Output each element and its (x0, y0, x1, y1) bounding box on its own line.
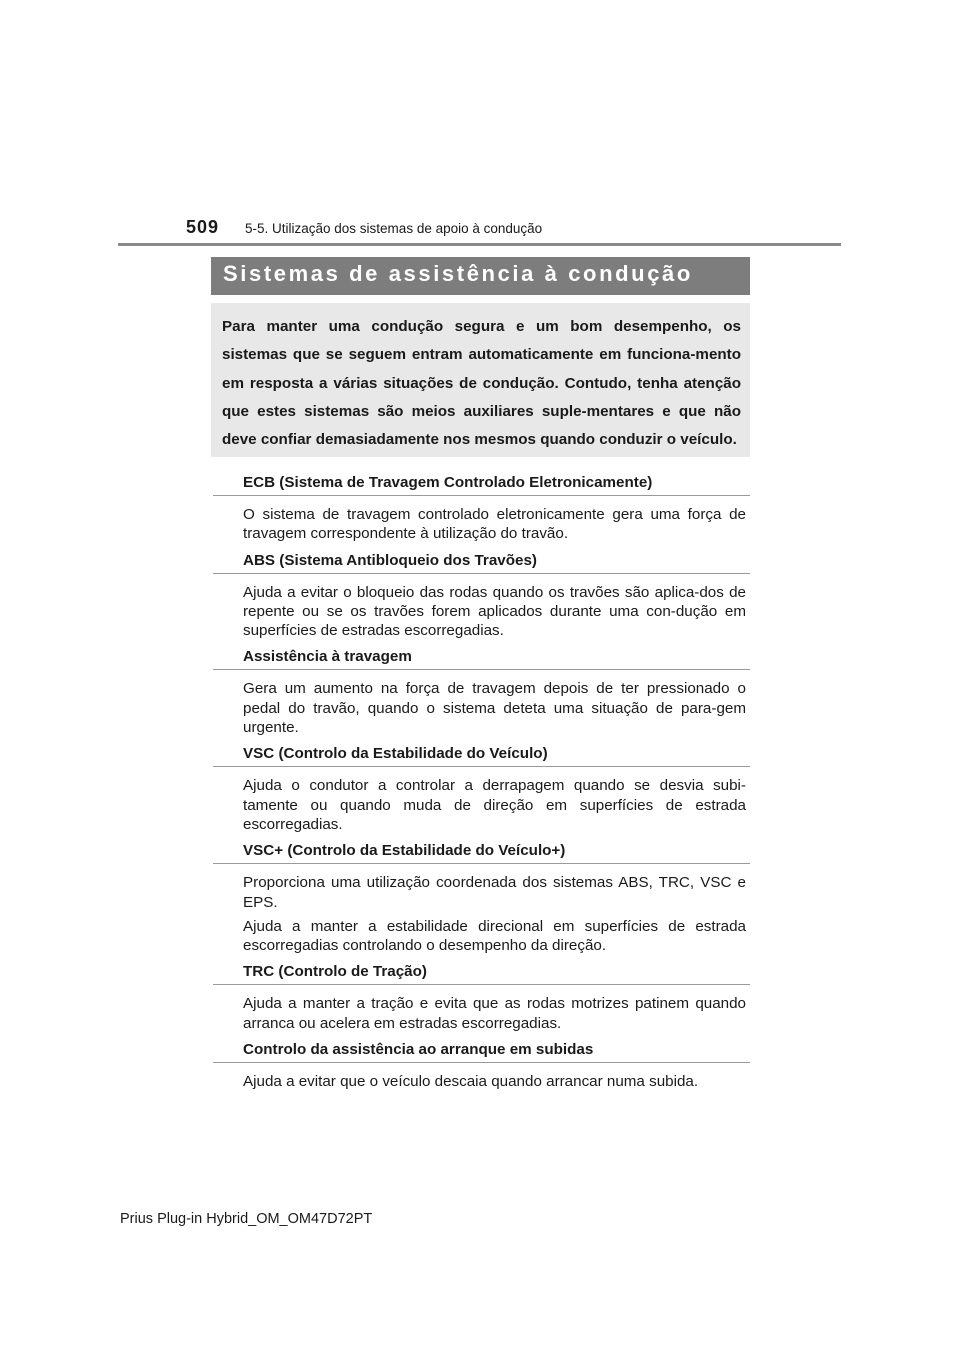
item-desc-hill-start: Ajuda a evitar que o veículo descaia quando arrancar numa subida. (243, 1073, 699, 1091)
item-heading-abs: ABS (Sistema Antibloqueio dos Travões) (243, 551, 746, 574)
item-heading-vsc: VSC (Controlo da Estabilidade do Veículo) (243, 744, 746, 767)
item-desc-vsc: Ajuda o condutor a controlar a derrapagem quando se desvia subi-tamente ou quando muda de direção em superfícies de estrada escorregadias. (243, 777, 746, 833)
page-number: 509 (186, 217, 220, 237)
item-heading-trc: TRC (Controlo de Tração) (243, 962, 746, 985)
item-desc-vsc-plus-2: Ajuda a manter a estabilidade direcional em superfícies de estrada escorregadias controlando o desempenho da direção. (243, 917, 746, 955)
item-desc-brake-assist: Gera um aumento na força de travagem depois de ter pressionado o pedal do travão, quando o sistema deteta uma situação de para-gem urgente. (243, 680, 746, 737)
item-heading-hill-start: Controlo da assistência ao arranque em subidas (243, 1040, 746, 1063)
item-desc-vsc-plus-1: Proporciona uma utilização coordenada dos sistemas ABS, TRC, VSC e EPS. (243, 874, 746, 911)
item-heading-ecb: ECB (Sistema de Travagem Controlado Eletronicamente) (243, 473, 746, 496)
section-label: 5-5. Utilização dos sistemas de apoio à condução (245, 221, 543, 236)
item-desc-abs: Ajuda a evitar o bloqueio das rodas quando os travões são aplica-dos de repente ou se os travões forem aplicados durante uma con-dução em superfícies de estradas escorregadias. (243, 583, 746, 640)
header-divider (118, 243, 841, 246)
title-bar (211, 257, 750, 295)
footer-doc-id: Prius Plug-in Hybrid_OM_OM47D72PT (120, 1211, 373, 1227)
system-list (243, 473, 746, 1091)
intro-text: Para manter uma condução segura e um bom desempenho, os sistemas que se seguem entram automaticamente em funciona-mento em resposta a várias situações de condução. Contudo, tenha atenção que estes sistemas são meios auxiliares suple-mentares e que não deve confiar demasiadamente nos mesmos quando conduzir o veículo. (222, 318, 741, 449)
item-heading-vsc-plus: VSC+ (Controlo da Estabilidade do Veículo+) (243, 841, 746, 864)
item-heading-brake-assist: Assistência à travagem (243, 647, 746, 670)
item-desc-trc: Ajuda a manter a tração e evita que as rodas motrizes patinem quando arranca ou acelera em estradas escorregadias. (243, 995, 746, 1032)
page-title: Sistemas de assistência à condução (223, 261, 693, 286)
intro-box (211, 303, 750, 457)
item-desc-ecb: O sistema de travagem controlado eletronicamente gera uma força de travagem correspondente à utilização do travão. (243, 506, 746, 543)
